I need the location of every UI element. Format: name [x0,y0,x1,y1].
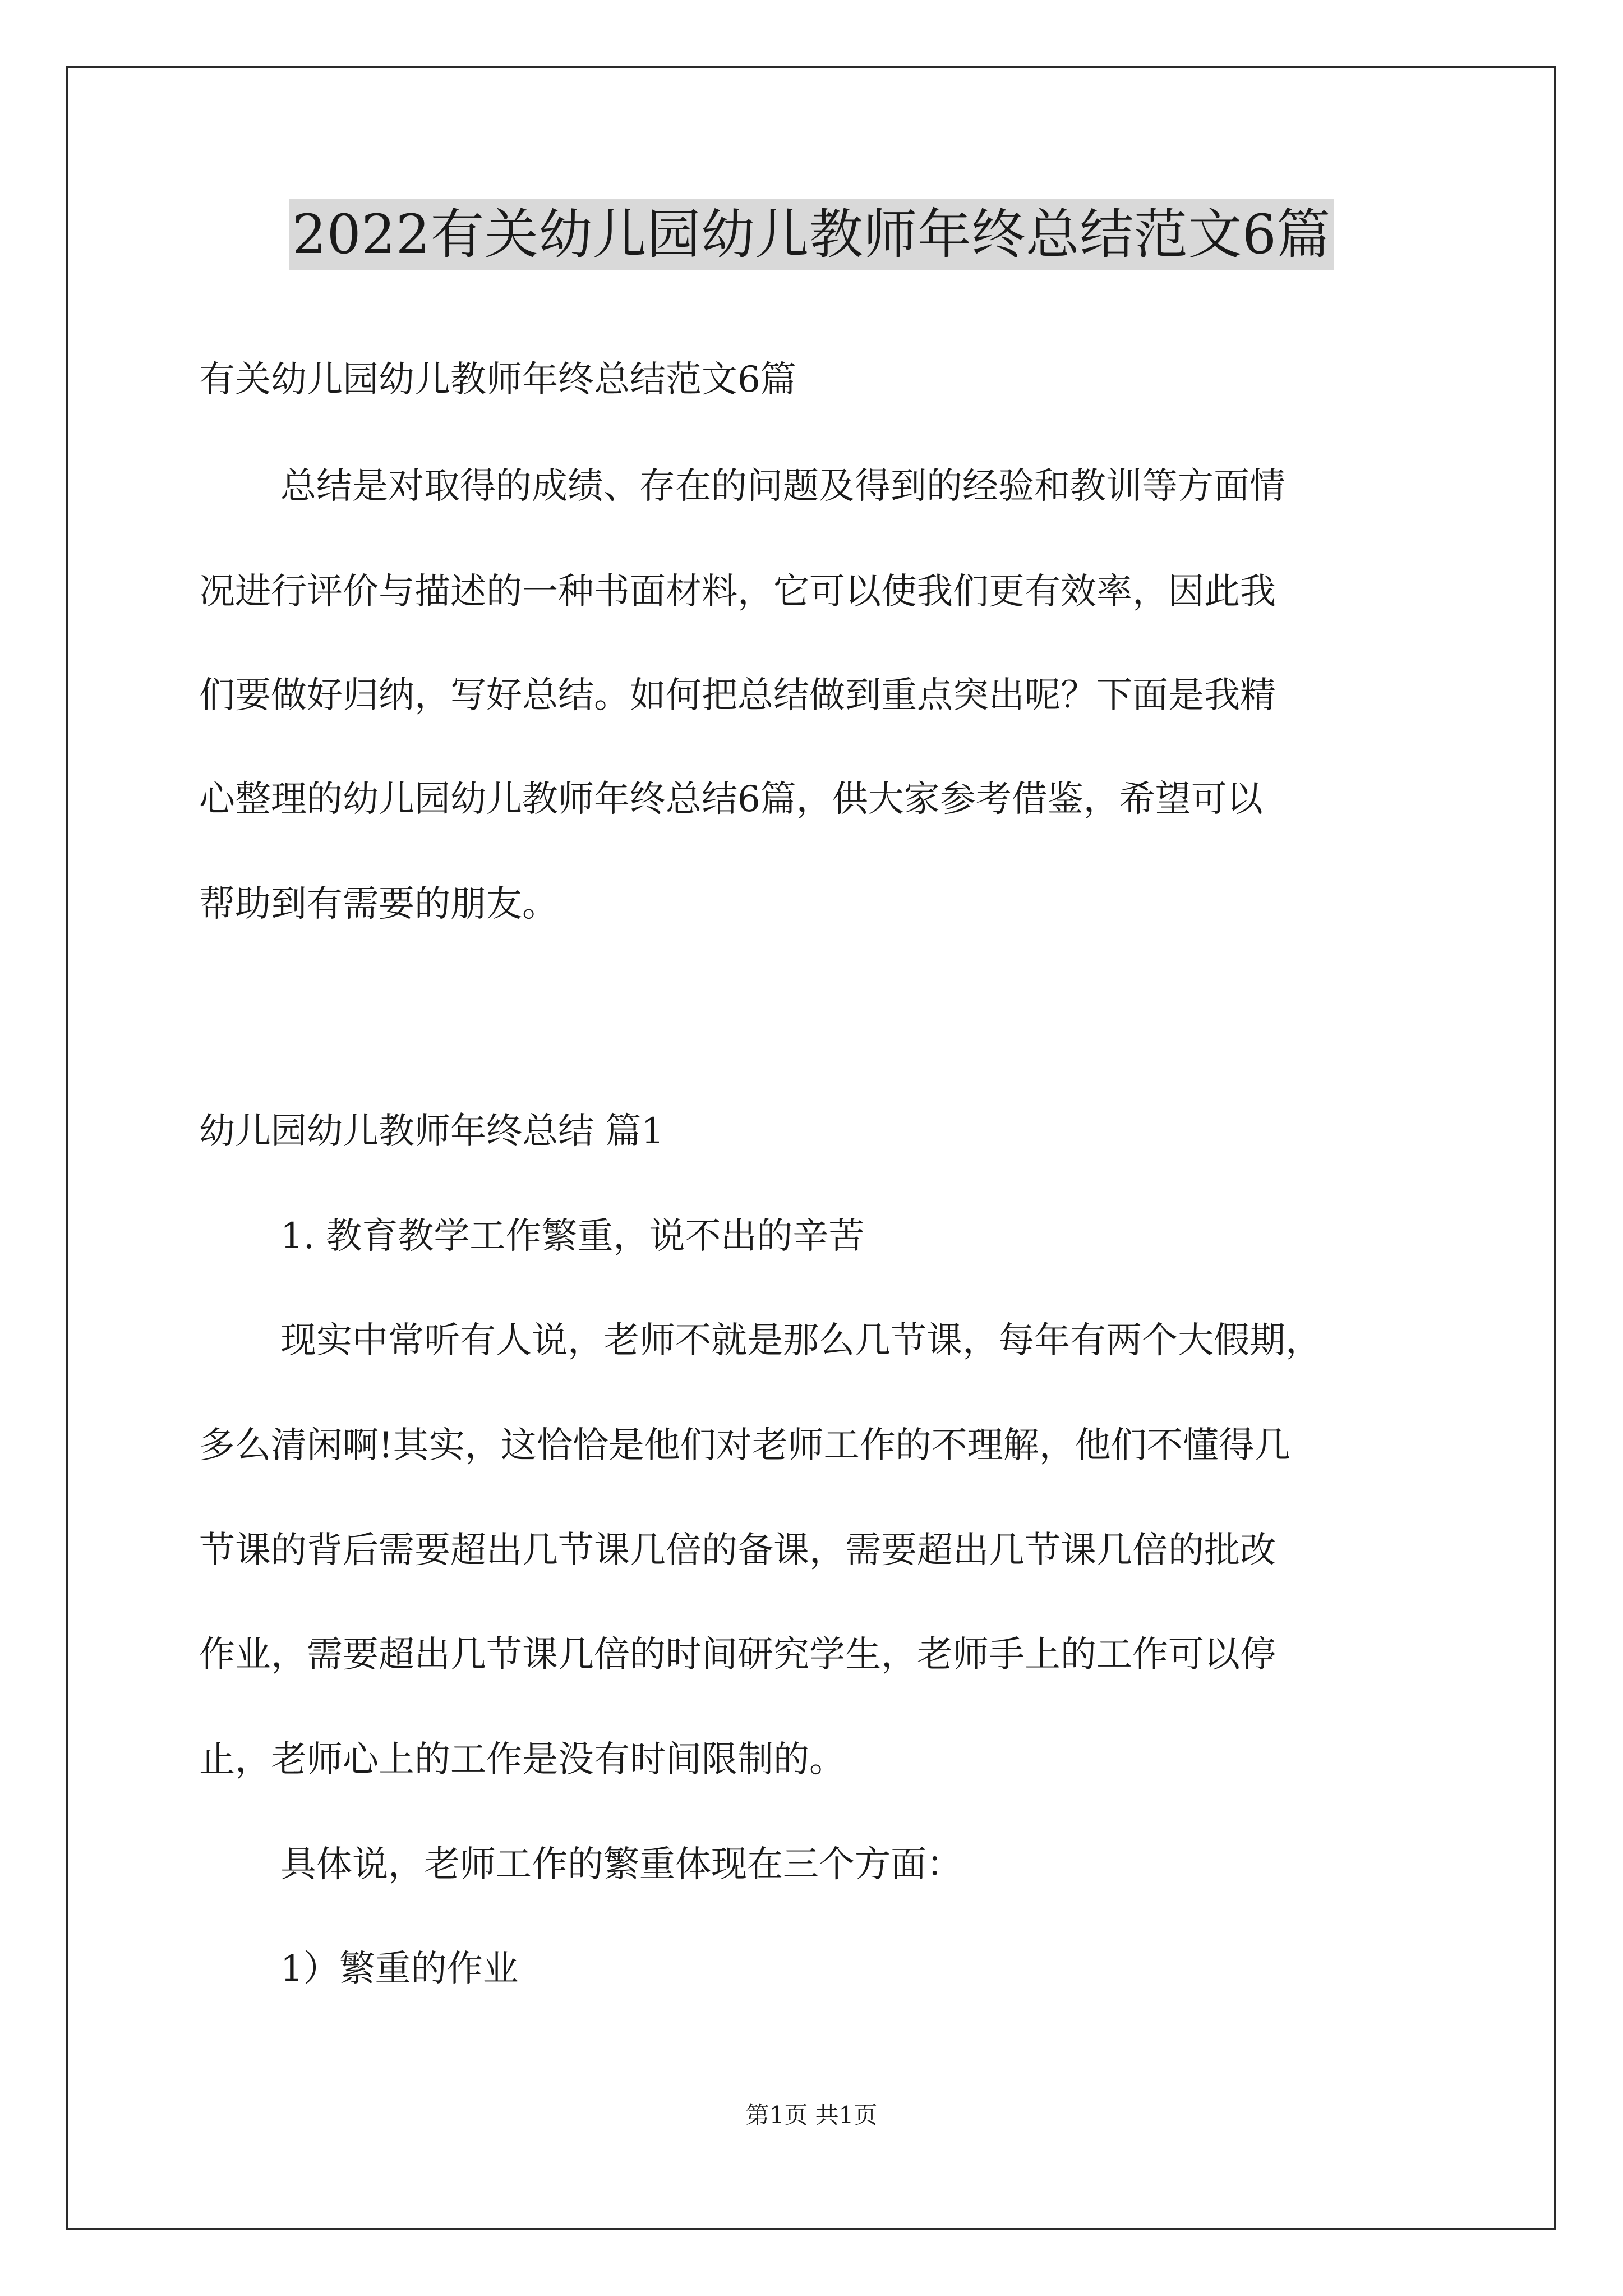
document-subtitle: 有关幼儿园幼儿教师年终总结范文6篇 [199,359,796,401]
para1-line-2: 多么清闲啊!其实，这恰恰是他们对老师工作的不理解，他们不懂得几 [199,1425,1290,1466]
intro-line-2: 况进行评价与描述的一种书面材料，它可以使我们更有效率，因此我 [199,571,1276,613]
intro-line-1: 总结是对取得的成绩、存在的问题及得到的经验和教训等方面情 [280,466,1285,507]
page-footer: 第1页 共1页 [745,2101,878,2129]
document-title: 2022有关幼儿园幼儿教师年终总结范文6篇 [289,199,1334,270]
para1-line-4: 作业，需要超出几节课几倍的时间研究学生，老师手上的工作可以停 [199,1634,1276,1676]
para2-line: 具体说，老师工作的繁重体现在三个方面： [280,1844,962,1885]
intro-line-5: 帮助到有需要的朋友。 [199,884,558,925]
para1-line-3: 节课的背后需要超出几节课几倍的备课，需要超出几节课几倍的批改 [199,1530,1276,1571]
sub-item-heading: 1）繁重的作业 [280,1948,519,1990]
section-heading: 幼儿园幼儿教师年终总结 篇1 [199,1111,665,1152]
para1-line-5: 止，老师心上的工作是没有时间限制的。 [199,1739,845,1780]
document-title-block [0,199,1623,270]
intro-line-3: 们要做好归纳，写好总结。如何把总结做到重点突出呢？下面是我精 [199,675,1276,716]
item-heading: 1. 教育教学工作繁重，说不出的辛苦 [280,1216,865,1257]
para1-line-1: 现实中常听有人说，老师不就是那么几节课，每年有两个大假期， [280,1320,1321,1361]
intro-line-4: 心整理的幼儿园幼儿教师年终总结6篇，供大家参考借鉴，希望可以 [199,779,1263,820]
